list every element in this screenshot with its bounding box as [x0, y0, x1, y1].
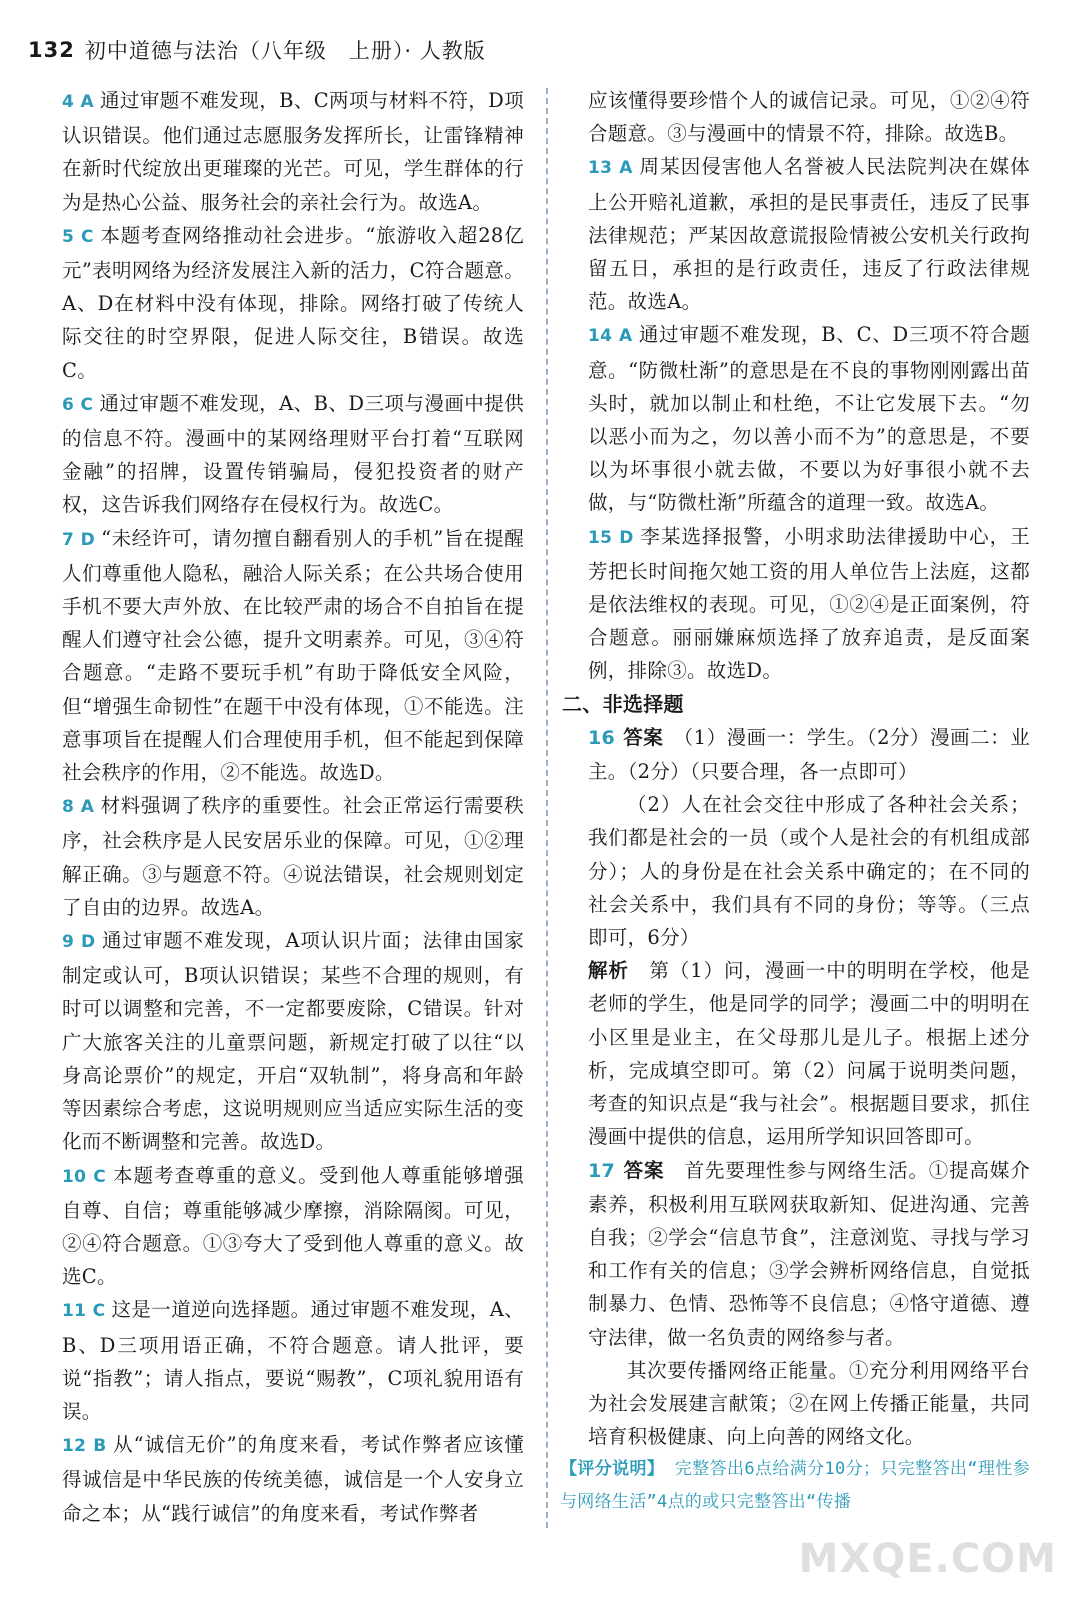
explanation-text: 周某因侵害他人名誉被人民法院判决在媒体上公开赔礼道歉，承担的是民事责任，违反了民事法律规范；严某因故意谎报险情被公安机关行政拘留五日，承担的是行政责任，违反了行政法律规范。故选A。: [588, 155, 1031, 314]
answer-item-16: [588, 721, 1030, 788]
answer-item-15: [588, 520, 1030, 688]
explanation-text: 从“诚信无价”的角度来看，考试作弊者应该懂得诚信是中华民族的传统美德，诚信是一个人安身立命之本；从“践行诚信”的角度来看，考试作弊者: [62, 1433, 525, 1525]
watermark: MXQE.COM: [798, 1536, 1057, 1582]
question-number: 4 A: [62, 92, 94, 112]
explanation-text: 通过审题不难发现，A项认识片面；法律由国家制定或认可，B项认识错误；某些不合理的规则，有时可以调整和完善，不一定都要废除，C错误。针对广大旅客关注的儿童票问题，新规定打破了以往“以身高论票价”的规定，开启“双轨制”，将身高和年龄等因素综合考虑，这说明规则应当适应实际生活的变化而不断调整和完善。故选D。: [62, 929, 525, 1154]
answer-item-9: [62, 924, 524, 1158]
question-number: 9 D: [62, 932, 96, 953]
answer-label: 答案: [623, 1158, 665, 1182]
question-number: 15 D: [588, 527, 634, 548]
explanation-text: “未经许可，请勿擅自翻看别人的手机”旨在提醒人们尊重他人隐私，融洽人际关系；在公共场合使用手机不要大声外放、在比较严肃的场合不自拍旨在提醒人们遵守社会公德，提升文明素养。可见，③④符合题意。“走路不要玩手机”有助于降低安全风险，但“增强生命韧性”在题干中没有体现，①不能选。注意事项旨在提醒人们合理使用手机，但不能起到保障社会秩序的作用，②不能选。故选D。: [62, 526, 525, 785]
explanation-text: 通过审题不难发现，B、C两项与材料不符，D项认识错误。他们通过志愿服务发挥所长，让雷锋精神在新时代绽放出更璀璨的光芒。可见，学生群体的行为是热心公益、服务社会的亲社会行为。故选A。: [62, 89, 525, 214]
answer-item-17: [588, 1154, 1030, 1354]
question-number: 7 D: [62, 529, 96, 550]
answer-item-8: [62, 789, 524, 924]
right-column: [560, 84, 1031, 1519]
question-number: 5 C: [62, 226, 94, 247]
left-column: [62, 84, 524, 1530]
analysis-label: 解析: [588, 959, 629, 983]
explanation-text: 李某选择报警，小明求助法律援助中心，王芳把长时间拖欠她工资的用人单位告上法庭，这都是依法维权的表现。可见，①②④是正面案例，符合题意。丽丽嫌麻烦选择了放弃追责，是反面案例，排除③。故选D。: [588, 524, 1031, 683]
explanation-text: 这是一道逆向选择题。通过审题不难发现，A、B、D三项用语正确，不符合题意。请人批评，要说“指教”；请人指点，要说“赐教”，C项礼貌用语有误。: [62, 1298, 524, 1423]
answer-item-5: [62, 219, 524, 387]
book-title: 初中道德与法治（八年级 上册）· 人教版: [84, 39, 486, 63]
question-number: 17: [588, 1159, 616, 1182]
answer-item-13: [588, 150, 1030, 318]
column-divider: [546, 88, 548, 1528]
analysis-block: [588, 954, 1030, 1153]
question-number: 8 A: [62, 797, 95, 818]
section-title: 二、非选择题: [562, 691, 684, 716]
answer-item-14: [588, 318, 1030, 519]
explanation-text: 通过审题不难发现，A、B、D三项与漫画中提供的信息不符。漫画中的某网络理财平台打着“互联网金融”的招牌，设置传销骗局，侵犯投资者的财产权，这告诉我们网络存在侵权行为。故选C。: [62, 391, 525, 517]
answer-part-1: 首先要理性参与网络生活。①提高媒介素养，积极利用互联网获取新知、促进沟通、完善自我；②学会“信息节食”，注意浏览、寻找与学习和工作有关的信息；③学会辨析网络信息，自觉抵制暴力、色情、恐怖等不良信息；④恪守道德、遵守法律，做一名负责的网络参与者。: [588, 1158, 1030, 1349]
question-number: 16: [588, 726, 616, 749]
explanation-text: 本题考查网络推动社会进步。“旅游收入超28亿元”表明网络为经济发展注入新的活力，C符合题意。A、D在材料中没有体现，排除。网络打破了传统人际交往的时空界限，促进人际交往，B错误。故选C。: [62, 223, 524, 382]
answer-item-6: [62, 387, 524, 522]
question-number: 6 C: [62, 394, 94, 415]
explanation-text: 本题考查尊重的意义。受到他人尊重能够增强自尊、自信；尊重能够减少摩擦，消除隔阂。可见，②④符合题意。①③夸大了受到他人尊重的意义。故选C。: [62, 1163, 524, 1289]
answer-part-2: （2）人在社会交往中形成了各种社会关系；我们都是社会的一员（或个人是社会的有机组成部分）；人的身份是在社会关系中确定的；在不同的社会关系中，我们具有不同的身份；等等。（三点即可，6分）: [588, 793, 1030, 950]
answer-item-12: [62, 1428, 524, 1530]
question-number: 11 C: [62, 1301, 106, 1322]
question-number: 13 A: [588, 158, 633, 179]
answer-item-4: [62, 84, 524, 219]
scoring-note-label: 【评分说明】: [560, 1459, 665, 1480]
answer-item-7: [62, 522, 524, 790]
answer-item-10: [62, 1159, 524, 1294]
scoring-note-text: 完整答出6点给满分10分；只完整答出“理性参与网络生活”4点的或只完整答出“传播: [560, 1459, 1030, 1513]
answer-item-12-continued: 应该懂得要珍惜个人的诚信记录。可见，①②④符合题意。③与漫画中的情景不符，排除。故选B。: [588, 89, 1030, 146]
question-number: 14 A: [588, 326, 633, 347]
answer-item-11: [62, 1293, 524, 1428]
answer-part-2: 其次要传播网络正能量。①充分利用网络平台为社会发展建言献策；②在网上传播正能量，共同培育积极健康、向上向善的网络文化。: [588, 1358, 1030, 1449]
question-number: 10 C: [62, 1166, 107, 1187]
explanation-text: 材料强调了秩序的重要性。社会正常运行需要秩序，社会秩序是人民安居乐业的保障。可见，①②理解正确。③与题意不符。④说法错误，社会规则划定了自由的边界。故选A。: [62, 794, 524, 919]
answer-label: 答案: [623, 725, 664, 749]
question-number: 12 B: [62, 1436, 107, 1457]
explanation-text: 通过审题不难发现，B、C、D三项不符合题意。“防微杜渐”的意思是在不良的事物刚刚露出苗头时，就加以制止和杜绝，不让它发展下去。“勿以恶小而为之，勿以善小而不为”的意思是，不要以为坏事很小就去做，不要以为好事很小就不去做，与“防微杜渐”所蕴含的道理一致。故选A。: [588, 323, 1031, 515]
page-header: [28, 30, 486, 70]
answer-part-1: （1）漫画一：学生。（2分）漫画二：业主。（2分）（只要合理，各一点即可）: [588, 725, 1030, 784]
scoring-note: [560, 1453, 1030, 1519]
page-number: 132: [28, 38, 75, 62]
analysis-text: 第（1）问，漫画一中的明明在学校，他是老师的学生，他是同学的同学；漫画二中的明明在小区里是业主，在父母那儿是儿子。根据上述分析，完成填空即可。第（2）问属于说明类问题，考查的知识点是“我与社会”。根据题目要求，抓住漫画中提供的信息，运用所学知识回答即可。: [588, 959, 1030, 1149]
